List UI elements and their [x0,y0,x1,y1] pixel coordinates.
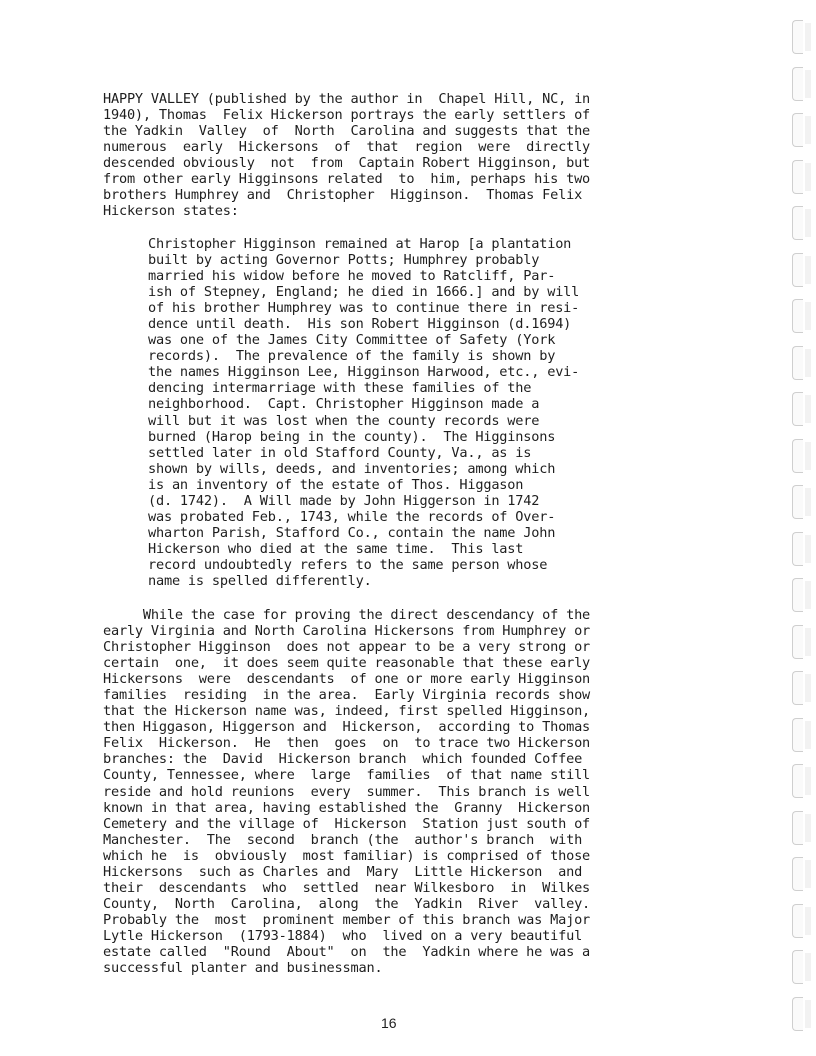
text-line: that the Hickerson name was, indeed, first spelled Higginson, [103,703,591,720]
text-line: families residing in the area. Early Virginia records show [103,687,591,704]
binder-tab [792,20,803,54]
text-line: Felix Hickerson. He then goes on to trace two Hickerson [103,735,591,752]
text-line: married his widow before he moved to Ratcliff, Par- [148,268,556,285]
text-line: the names Higginson Lee, Higginson Harwood, etc., evi- [148,364,580,381]
binder-tab [792,671,803,705]
text-line: neighborhood. Capt. Christopher Higginson made a [148,396,540,413]
text-line: Hickersons such as Charles and Mary Little Hickerson and [103,863,583,880]
text-line: from other early Higginsons related to him, perhaps his two [103,171,591,188]
text-line: Manchester. The second branch (the author's branch with [103,831,583,848]
block-quote [148,236,579,589]
binder-tab [792,997,803,1031]
binder-tab [792,904,803,938]
text-line: burned (Harop being in the county). The Higginsons [148,428,556,445]
text-line: Lytle Hickerson (1793-1884) who lived on a very beautiful [103,927,583,944]
binder-tab [792,67,803,101]
text-line: their descendants who settled near Wilkesboro in Wilkes [103,879,591,896]
binder-tab [792,950,803,984]
intro-paragraph [103,91,590,219]
text-line: certain one, it does seem quite reasonable that these early [103,655,591,672]
text-line: County, North Carolina, along the Yadkin River valley. [103,895,591,912]
text-line: Hickerson states: [103,203,239,220]
text-line: numerous early Hickersons of that region were directly [103,139,591,156]
text-line: the Yadkin Valley of North Carolina and suggests that the [103,123,591,140]
text-line: of his brother Humphrey was to continue there in resi- [148,300,580,317]
text-line: estate called "Round About" on the Yadkin where he was a [103,943,591,960]
text-line: descended obviously not from Captain Robert Higginson, but [103,155,591,172]
text-line: name is spelled differently. [148,572,372,589]
text-line: shown by wills, deeds, and inventories; among which [148,460,556,477]
text-line: wharton Parish, Stafford Co., contain the name John [148,524,556,541]
binder-tab [792,718,803,752]
text-line: Christopher Higginson does not appear to be a very strong or [103,639,591,656]
text-line: built by acting Governor Potts; Humphrey probably [148,252,540,269]
text-line: reside and hold reunions every summer. This branch is well [103,783,591,800]
text-line: ish of Stepney, England; he died in 1666.] and by will [148,284,580,301]
text-line: record undoubtedly refers to the same person whose [148,556,548,573]
text-line: (d. 1742). A Will made by John Higgerson in 1742 [148,492,540,509]
text-line: Christopher Higginson remained at Harop [a plantation [148,236,572,252]
binder-tab [792,811,803,845]
text-line: which he is obviously most familiar) is comprised of those [103,847,591,864]
binder-tab [792,392,803,426]
text-line: successful planter and businessman. [103,960,383,977]
text-line: will but it was lost when the county records were [148,412,540,429]
text-line: early Virginia and North Carolina Hickersons from Humphrey or [103,623,591,640]
binder-tab [792,160,803,194]
text-line: HAPPY VALLEY (published by the author in Chapel Hill, NC, in [103,91,591,107]
text-line: is an inventory of the estate of Thos. Higgason [148,476,524,493]
text-line: While the case for proving the direct descendancy of the [103,607,591,623]
binder-tab [792,485,803,519]
text-line: then Higgason, Higgerson and Hickerson, according to Thomas [103,719,591,736]
binder-tab [792,113,803,147]
binder-tab [792,625,803,659]
text-line: dencing intermarriage with these families of the [148,380,532,397]
text-line: County, Tennessee, where large families of that name still [103,767,591,784]
binder-tab-strip [786,20,816,1050]
text-line: brothers Humphrey and Christopher Higginson. Thomas Felix [103,187,583,204]
text-line: branches: the David Hickerson branch which founded Coffee [103,751,583,768]
text-line: settled later in old Stafford County, Va., as is [148,444,532,461]
binder-tab [792,857,803,891]
binder-tab [792,439,803,473]
text-line: Cemetery and the village of Hickerson Station just south of [103,815,591,832]
text-line: Probably the most prominent member of this branch was Major [103,911,591,928]
binder-tab [792,346,803,380]
binder-tab [792,578,803,612]
binder-tab [792,532,803,566]
binder-tab [792,253,803,287]
text-line: Hickerson who died at the same time. This last [148,540,524,557]
text-line: was probated Feb., 1743, while the records of Over- [148,508,556,525]
text-line: records). The prevalence of the family is shown by [148,348,556,365]
binder-tab [792,299,803,333]
body-paragraph [103,607,590,976]
binder-tab [792,764,803,798]
text-line: dence until death. His son Robert Higginson (d.1694) [148,316,572,333]
text-line: 1940), Thomas Felix Hickerson portrays the early settlers of [103,107,591,124]
text-line: Hickersons were descendants of one or more early Higginson [103,671,591,688]
text-line: known in that area, having established the Granny Hickerson [103,799,591,816]
page-number: 16 [381,1015,397,1031]
binder-tab [792,206,803,240]
text-line: was one of the James City Committee of Safety (York [148,332,556,349]
